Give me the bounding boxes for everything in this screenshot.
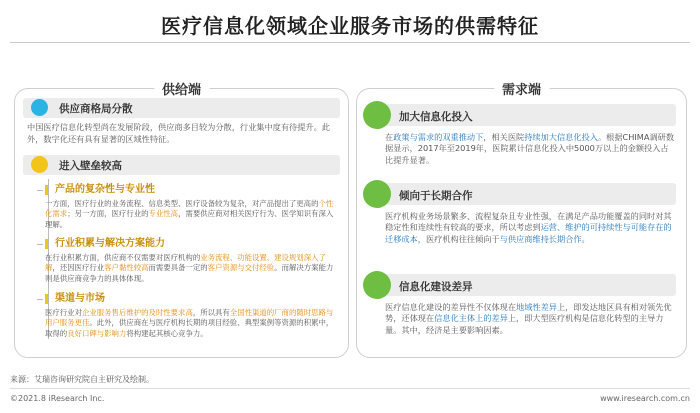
- demand-b1-label: 加大信息化投入: [399, 111, 473, 123]
- blue-circle-icon: [31, 99, 48, 116]
- sub-channels-title: 渠道与市场: [55, 293, 105, 304]
- sub-industry-title: 行业积累与解决方案能力: [55, 238, 165, 249]
- demand-b3-text: 医疗信息化建设的差异性不仅体现在地域性差异上，即发达地区具有相对领先优势，还体现在信息化主体上的差异上，即大型医疗机构是信息化转型的主导力量。其中，经济是主要影响因素。: [385, 302, 672, 335]
- green-circle-icon: [363, 180, 391, 208]
- copyright: ©2021.8 iResearch Inc.: [10, 394, 105, 403]
- green-circle-icon: [363, 271, 391, 299]
- supply-block1-text: 中国医疗信息化转型尚在发展阶段，供应商多目较为分散，行业集中度有待提升。此外，数字化还有具有显著的区域性特征。: [27, 122, 330, 144]
- supply-panel-title: 供给端: [154, 79, 209, 98]
- supply-block1-label: 供应商格局分散: [59, 103, 133, 115]
- yellow-circle-icon: [31, 156, 48, 173]
- demand-b1-text: 在政策与需求的双重推动下，相关医院持续加大信息化投入。根据CHIMA调研数据显示，2017年至2019年，医院累计信息化投入中5000万以上的金额投入占比提升显著。: [385, 132, 675, 165]
- sub-channels-market: [45, 292, 338, 339]
- demand-b2-label: 倾向于长期合作: [399, 190, 473, 202]
- demand-b2-header: [385, 183, 676, 205]
- demand-b2-text: 医疗机构业务场景繁多、流程复杂且专业性强，在满足产品功能覆盖的同时对其稳定性和连续性有较高的要求，所以考虑到运营、维护的可持续性与可能存在的迁移成本，医疗机构往往倾向于与供应商维持长期合作。: [385, 211, 672, 244]
- supply-block2-header: [23, 155, 340, 175]
- supply-block-entry-barrier: [23, 155, 340, 175]
- demand-b3-header: [385, 274, 676, 296]
- sub-channels-text: 医疗行业对企业服务售后维护的及时性要求高，所以具有全国性渠道的厂商的随时思路与用户服务更佳。此外，供应商在与医疗机构长期的项目经验、典型案例等资源的积累中，取得的良好口碑与影响力将构建起其核心竞争力。: [45, 308, 334, 338]
- demand-b3-label: 信息化建设差异: [399, 281, 473, 293]
- sub-industry-header: [45, 237, 338, 251]
- supply-block-vendor-landscape: [23, 98, 340, 145]
- website-link[interactable]: www.iresearch.com.cn: [600, 394, 690, 403]
- source-note: 来源：艾瑞咨询研究院自主研究及绘制。: [10, 375, 154, 384]
- page-title: 医疗信息化领域企业服务市场的供需特征: [161, 14, 539, 38]
- sub-channels-header: [45, 292, 338, 306]
- demand-b1-header: [385, 104, 676, 126]
- demand-panel: [356, 83, 687, 358]
- demand-panel-title: 需求端: [494, 79, 549, 98]
- sub-complexity-text: 一方面，医疗行业的业务流程、信息类型、医疗设备较为复杂，对产品提出了更高的个性化需求；另一方面，医疗行业的专业性高，需要供应商对相关医疗行为、医学知识有深入理解。: [45, 199, 334, 229]
- sub-complexity-title: 产品的复杂性与专业性: [55, 184, 155, 195]
- supply-block2-label: 进入壁垒较高: [59, 160, 122, 172]
- footer-divider: [10, 388, 690, 389]
- green-circle-icon: [363, 101, 391, 129]
- sub-complexity: [45, 183, 338, 230]
- supply-panel: [14, 83, 349, 358]
- sub-complexity-header: [45, 183, 338, 197]
- title-divider: [10, 42, 690, 43]
- sub-industry-accumulation: [45, 237, 338, 284]
- sub-industry-text: 在行业积累方面，供应商不仅需要对医疗机构的业务流程、功能设置、建设规划深入了解，还因医疗行业客户黏性较高而需要具备一定的客户资源与交付经验。而解决方案能力则是供应商竞争力的具体体现。: [45, 253, 334, 283]
- supply-block1-header: [23, 98, 340, 118]
